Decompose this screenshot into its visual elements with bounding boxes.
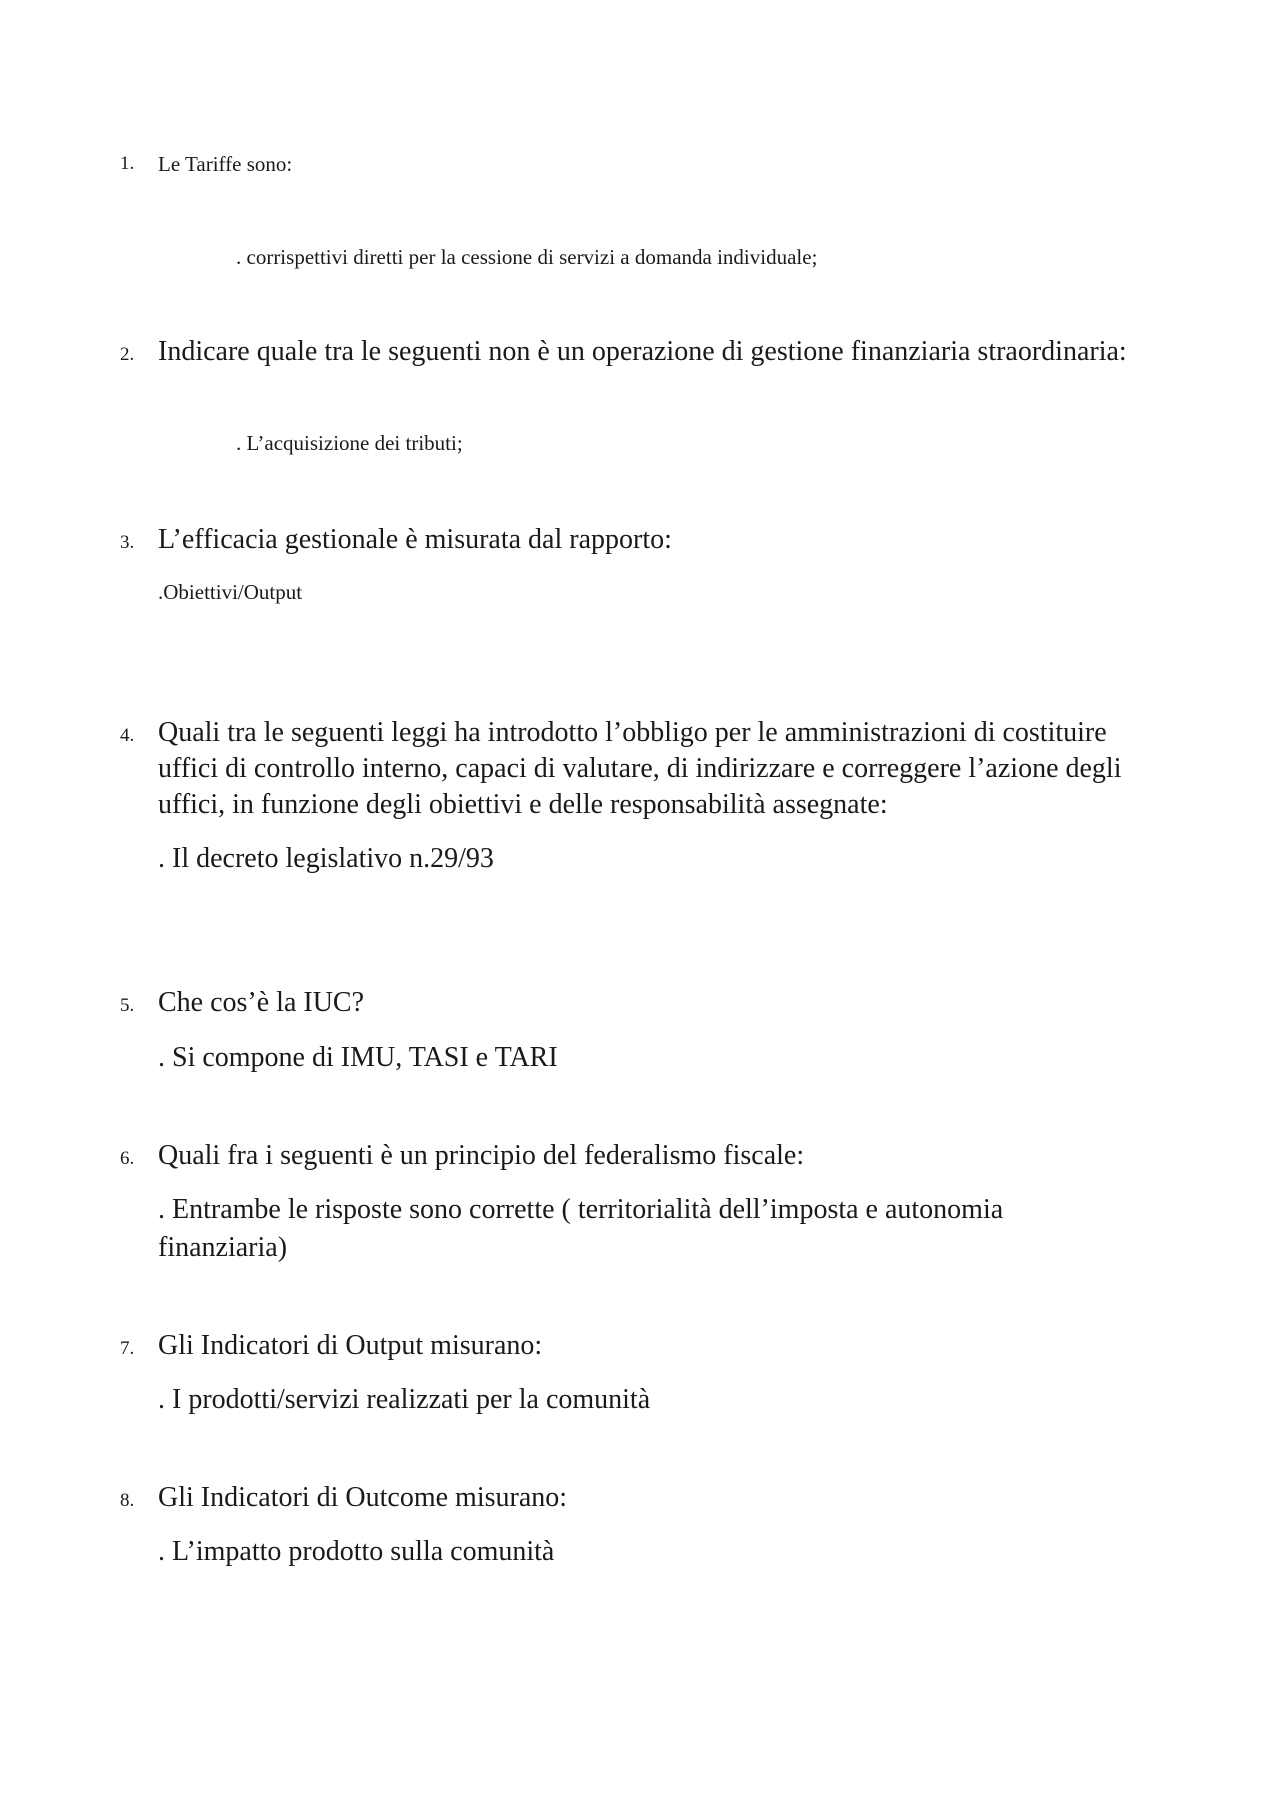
question-number: 7. [120, 1338, 135, 1359]
question-number: 4. [120, 725, 135, 746]
answer-text: .Obiettivi/Output [158, 580, 303, 604]
question-text: Gli Indicatori di Output misurano: [158, 1330, 543, 1361]
question-number: 3. [120, 532, 135, 553]
answer-text: . I prodotti/servizi realizzati per la comunità [158, 1384, 651, 1415]
question-number: 1. [120, 153, 135, 174]
question-text: Quali fra i seguenti è un principio del federalismo fiscale: [158, 1140, 805, 1171]
question-text: Quali tra le seguenti leggi ha introdotto l’obbligo per le amministrazioni di costituire uffici di controllo interno, capaci di valutare, di indirizzare e correggere l’azione degli uffici, in funzione degli obiettivi e delle responsabilità assegnate: [158, 717, 1122, 820]
answer-text: . Entrambe le risposte sono corrette ( territorialità dell’imposta e autonomia finanziaria) [158, 1194, 1004, 1263]
question-text: L’efficacia gestionale è misurata dal rapporto: [158, 524, 672, 555]
answer-text: . corrispettivi diretti per la cessione di servizi a domanda individuale; [236, 245, 818, 269]
answer-text: . L’impatto prodotto sulla comunità [158, 1536, 555, 1567]
question-number: 6. [120, 1148, 135, 1169]
question-text: Indicare quale tra le seguenti non è un operazione di gestione finanziaria straordinaria: [158, 336, 1127, 367]
question-number: 2. [120, 344, 135, 365]
question-text: Che cos’è la IUC? [158, 987, 365, 1018]
question-text: Gli Indicatori di Outcome misurano: [158, 1482, 568, 1513]
answer-text: . L’acquisizione dei tributi; [236, 431, 463, 455]
answer-text: . Si compone di IMU, TASI e TARI [158, 1042, 558, 1073]
question-number: 8. [120, 1490, 135, 1511]
question-text: Le Tariffe sono: [158, 152, 293, 176]
question-number: 5. [120, 995, 135, 1016]
answer-text: . Il decreto legislativo n.29/93 [158, 843, 494, 874]
